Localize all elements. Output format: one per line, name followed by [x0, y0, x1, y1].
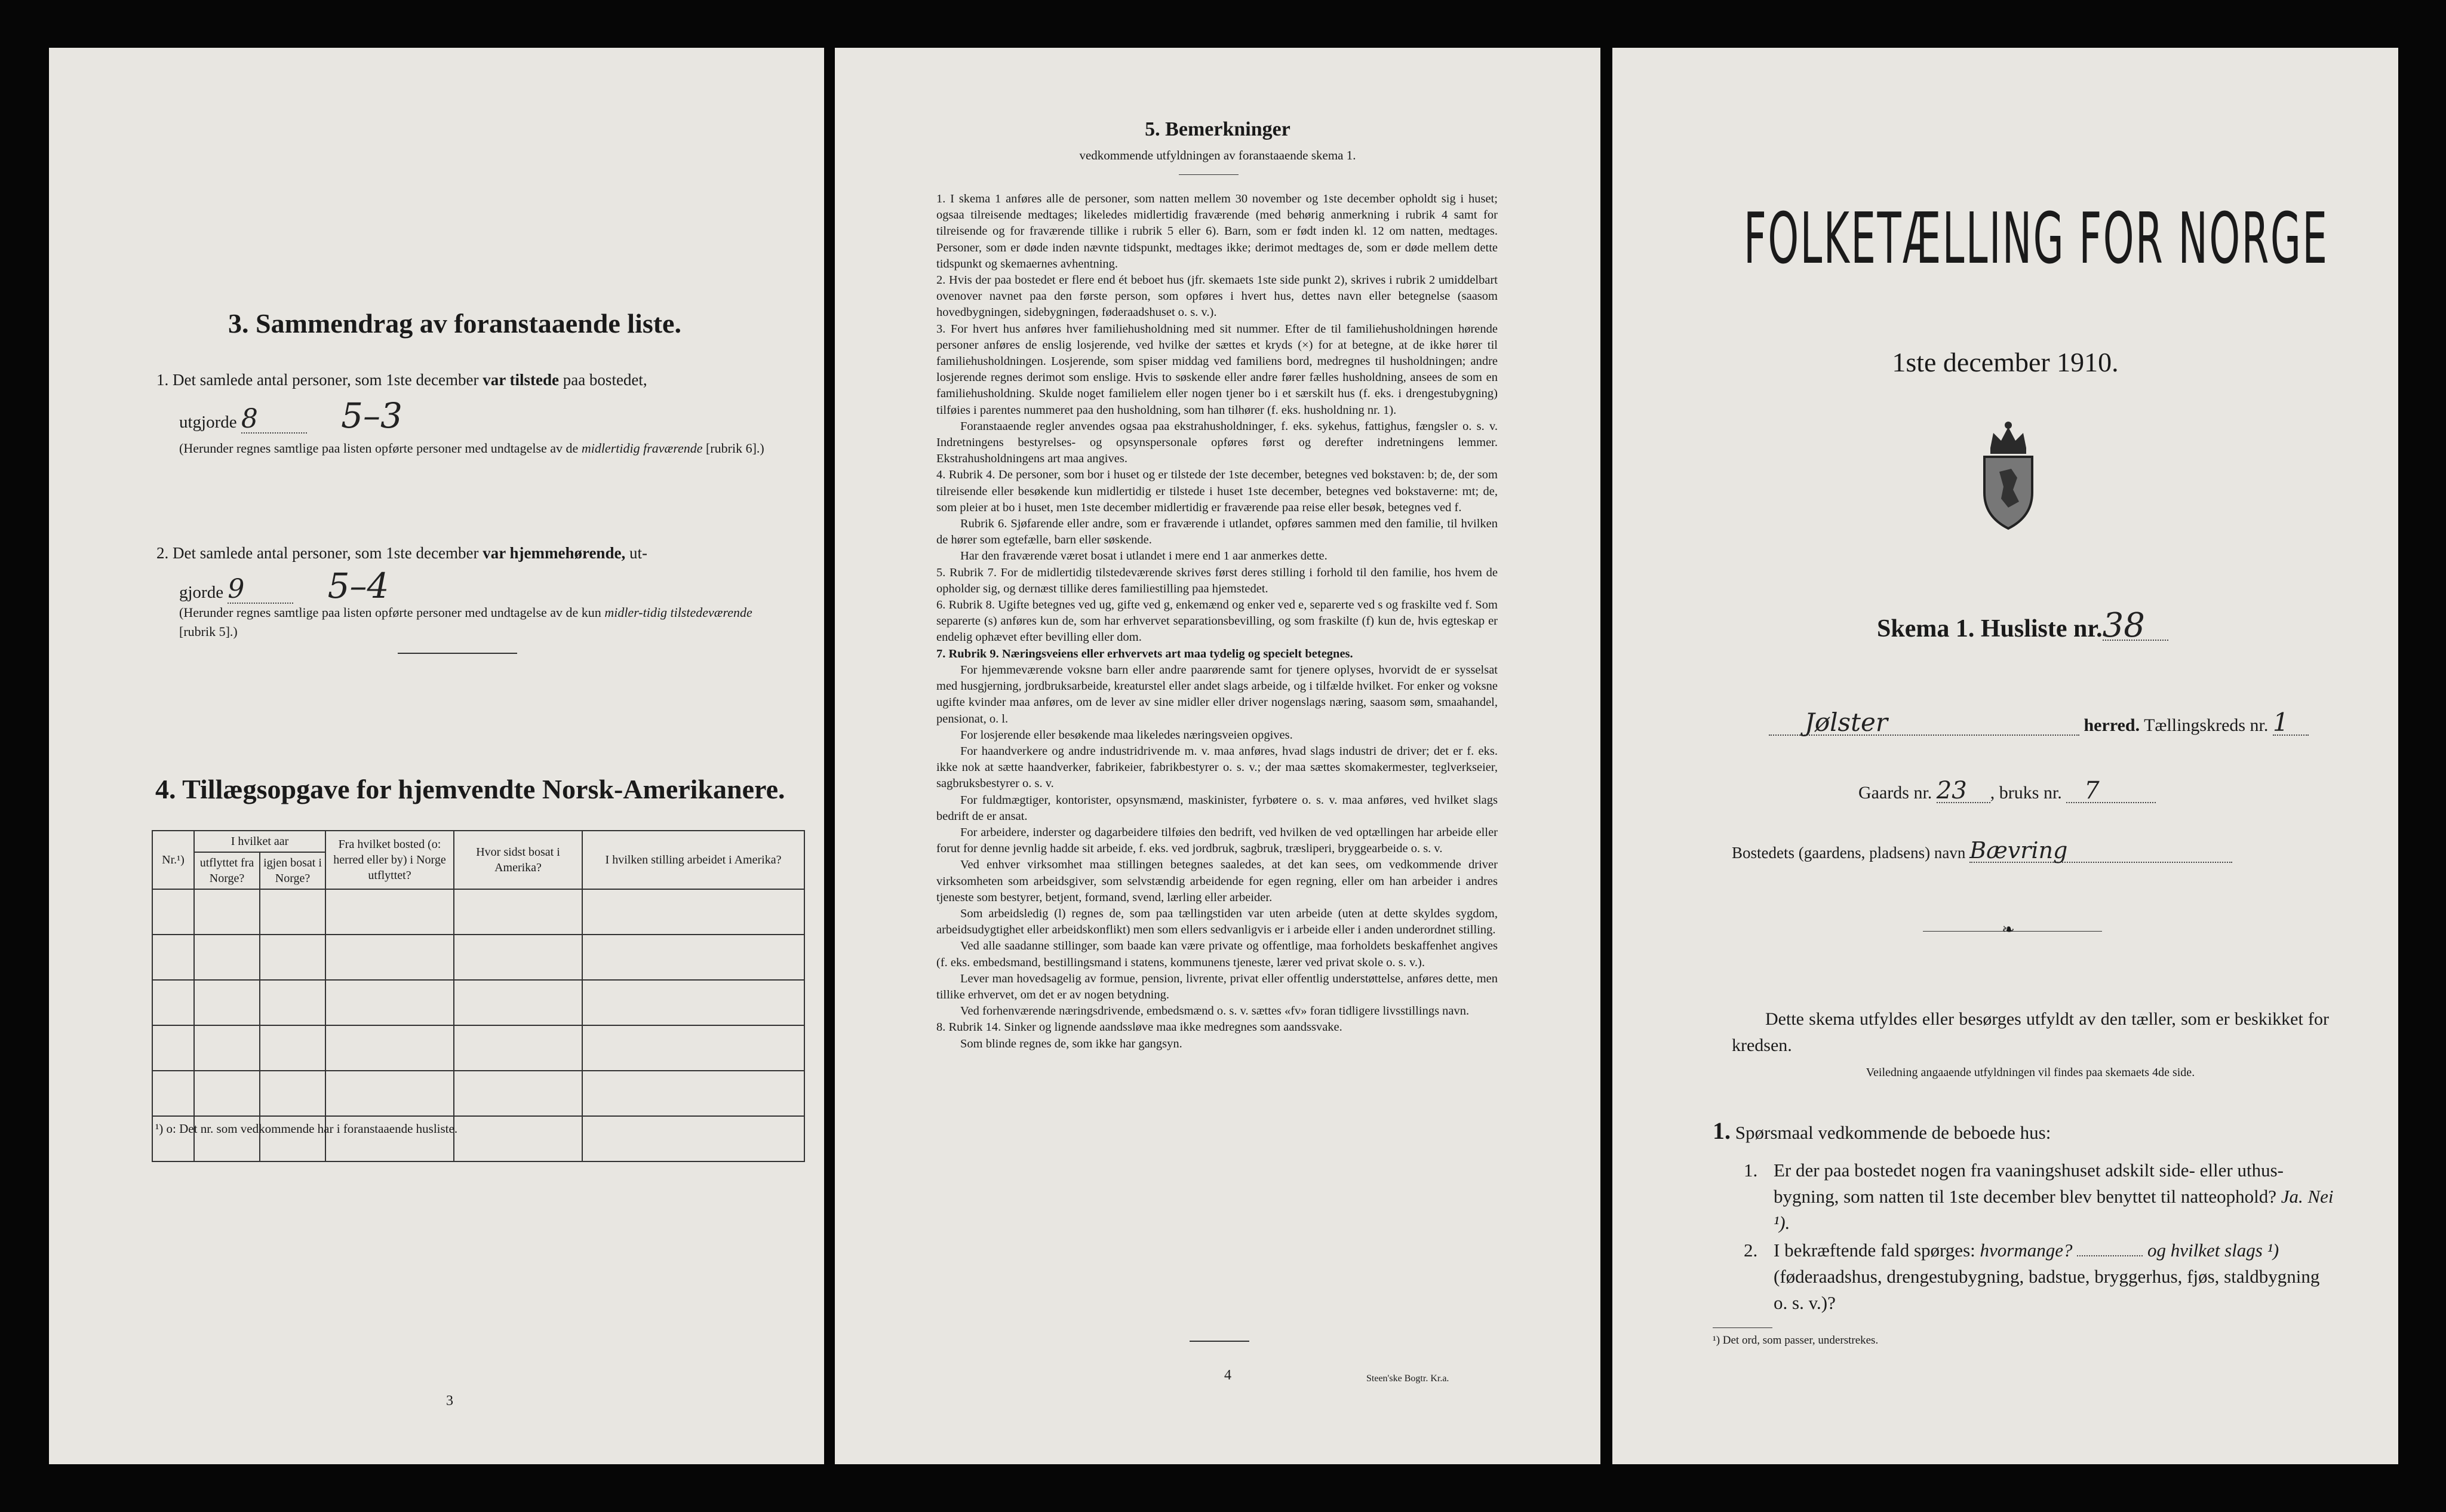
ornament-icon: ❧	[2002, 921, 2015, 938]
remark-7e: For fuldmægtiger, kontorister, opsynsmænd, maskinister, fyrbøtere o. s. v. maa anføres, ved hvilket slags bedrift de er ansat.	[936, 793, 1498, 823]
left-page	[49, 48, 824, 1464]
col-hvor-bosat: Hvor sidst bosat i Amerika?	[454, 831, 582, 889]
item1-note	[179, 439, 776, 458]
question-1: 1. Er der paa bostedet nogen fra vaaningshuset adskilt side- eller uthus-bygning, som natten til 1ste december blev benyttet til natteophold? Ja. Nei ¹).	[1744, 1160, 2334, 1233]
remark-7f: For arbeidere, inderster og dagarbeidere tilføies den bedrift, ved hvilken de ved optællingen har arbeide eller forut for denne jevnlig hadde sit arbeide, f. eks. ved jordbruk, sagbruk, træsliperi, bryggearbeide o. s. v.	[936, 825, 1498, 856]
item1-text: 1. Det samlede antal personer, som 1ste december	[156, 371, 479, 389]
item1-utgjorde-line	[179, 395, 537, 436]
section3-item2	[156, 540, 754, 566]
table-row	[152, 1071, 804, 1116]
item2-handwritten-extra: 5–4	[327, 566, 389, 606]
kreds-value: 1	[2273, 711, 2309, 736]
table-row	[152, 889, 804, 935]
item1-note-c: [rubrik 6].)	[705, 441, 764, 456]
item2-text-end: ut-	[629, 544, 647, 562]
item2-utgjorde-line	[179, 566, 537, 606]
col-group-aar: I hvilket aar	[194, 831, 325, 852]
footnote-divider	[1713, 1327, 1772, 1328]
bosted-line	[1732, 839, 2232, 863]
instruction-small: Veiledning angaaende utfyldningen vil findes paa skemaets 4de side.	[1866, 1066, 2195, 1079]
document-title: FOLKETÆLLING FOR NORGE	[1744, 197, 2329, 279]
questions-header	[1713, 1117, 2051, 1145]
remarks-subtitle: vedkommende utfyldningen av foranstaaende skema 1.	[1079, 148, 1356, 162]
remark-3b: Foranstaaende regler anvendes ogsaa paa ekstrahusholdninger, f. eks. sykehus, fattighus, fængsler o. s. v. Indretningens bestyrelses- og opsynspersonale opføres først og derefter indretningens lemmer. Ekstrahusholdningens art maa angives.	[936, 419, 1498, 466]
remark-7d: For haandverkere og andre industridrivende m. v. maa anføres, hvad slags industri de driver; det er f. eks. ikke nok at sætte haandverker, fabrikeier, fabrikbestyrer o. s. v.; der maa sættes skomakermester, teglverkseier, sagbruksbestyrer o. s. v.	[936, 744, 1498, 791]
item1-bold: var tilstede	[483, 371, 559, 389]
middle-page	[835, 48, 1600, 1464]
remark-7j: Lever man hovedsagelig av formue, pension, livrente, privat eller offentlig understøttelse, anføres dette, men tillike erhvervet, om det er av nogen betydning.	[936, 972, 1498, 1001]
herred-value: Jølster	[1769, 711, 2079, 736]
remark-7b: For hjemmeværende voksne barn eller andre paarørende samt for tjenere oplyses, hvorvidt de er sysselsat med husgjerning, jordbruksarbeide, kreaturstel eller andet slags arbeide, og i tilfælde hvilket. For enker og voksne ugifte kvinder maa anføres, om de lever av sine midler eller driver nogenslags næring, saasom søm, smaahandel, pensionat, o. l.	[936, 663, 1498, 726]
question-1-text: Er der paa bostedet nogen fra vaaningshuset adskilt side- eller uthus-bygning, som natten til 1ste december blev benyttet til natteophold?	[1774, 1160, 2284, 1207]
item1-note-b: midlertidig fraværende	[581, 441, 703, 456]
item1-value: 8	[241, 406, 307, 434]
remark-4: 4. Rubrik 4. De personer, som bor i huset og er tilstede der 1ste december, betegnes ved bokstaven: b; de, der som tilreisende eller besøkende kun midlertidig er tilstede i huset 1ste december, betegnes ved bokstaverne: mt; de, som pleier at bo i huset, men 1ste december midlertidig er fraværende paa reise eller besøk, betegnes ved f.	[936, 468, 1498, 514]
item2-note-c: [rubrik 5].)	[179, 624, 238, 639]
remark-5: 5. Rubrik 7. For de midlertidig tilstedeværende skrives først deres stilling i forhold til den familie, hos hvem de opholder sig, og dernæst tillike deres familiestilling paa hjemstedet.	[936, 566, 1498, 595]
item1-handwritten-extra: 5–3	[341, 395, 402, 436]
right-page	[1612, 48, 2398, 1464]
remarks-title: 5. Bemerkninger	[1145, 118, 1290, 140]
item2-text: 2. Det samlede antal personer, som 1ste december	[156, 544, 479, 562]
item2-utgjorde-label: gjorde	[179, 583, 224, 602]
remark-6: 6. Rubrik 8. Ugifte betegnes ved ug, gifte ved g, enkemænd og enker ved e, separerte ved s og fraskilte ved f. Som separerte (s) anføres kun de, som har erhvervet separationsbevilling, og som fraskilte (f) kun de, hvis egteskap er endelig ophævet efter bevilling eller dom.	[936, 598, 1498, 644]
col-fra-bosted: Fra hvilket bosted (o: herred eller by) i Norge utflyttet?	[325, 831, 454, 889]
remarks-list	[936, 191, 1498, 1052]
norsk-amerikanere-table	[152, 830, 805, 1162]
coat-of-arms-icon	[1966, 412, 2050, 531]
item2-note	[179, 603, 776, 641]
divider	[398, 653, 517, 654]
instruction-text: Dette skema utfyldes eller besørges utfyldt av den tæller, som er beskikket for kredsen.	[1732, 1009, 2329, 1055]
remark-2: 2. Hvis der paa bostedet er flere end ét beboet hus (jfr. skemaets 1ste side punkt 2), skrives i rubrik 2 umiddelbart ovenover navnet paa den første person, som opføres i hvert hus, dettes navn eller betegnelse (saasom hovedbygningen, sidebygningen, føderaadshuset o. s. v.).	[936, 273, 1498, 319]
section4-footnote: ¹) o: Det nr. som vedkommende har i foranstaaende husliste.	[155, 1121, 458, 1136]
item2-bold: var hjemmehørende,	[483, 544, 626, 562]
item1-text-end: paa bostedet,	[563, 371, 647, 389]
remark-8: 8. Rubrik 14. Sinker og lignende aandssløve maa ikke medregnes som aandssvake.	[936, 1021, 1342, 1034]
husliste-nr: 38	[2103, 612, 2168, 641]
bruks-label: , bruks nr.	[1990, 783, 2062, 803]
item1-note-a: (Herunder regnes samtlige paa listen opførte personer med undtagelse av de	[179, 441, 579, 456]
skema-label: Skema 1. Husliste nr.	[1877, 615, 2103, 643]
remark-7g: Ved enhver virksomhet maa stillingen betegnes saaledes, at det kan sees, om vedkommende driver virksomheten som arbeidsgiver, som selvstændig arbeidende for egen regning, eller om han arbeider i andres tjeneste som bestyrer, betjent, formand, svend, lærling eller arbeider.	[936, 858, 1498, 904]
gaards-label: Gaards nr.	[1858, 783, 1932, 803]
bosted-value: Bævring	[1969, 839, 2232, 863]
questions-number: 1.	[1713, 1117, 1731, 1144]
remark-8b: Som blinde regnes de, som ikke har gangsyn.	[960, 1037, 1182, 1050]
remark-7k: Ved forhenværende næringsdrivende, embedsmænd o. s. v. sættes «fv» foran tidligere livsstillings navn.	[960, 1004, 1470, 1018]
bruks-value: 7	[2066, 779, 2156, 803]
remark-7: 7. Rubrik 9. Næringsveiens eller erhvervets art maa tydelig og specielt betegnes.	[936, 647, 1353, 660]
question-2-hvormange: hvormange?	[1980, 1240, 2073, 1261]
section3-item1	[156, 367, 754, 392]
remark-7h: Som arbeidsledig (l) regnes de, som paa tællingstiden var uten arbeide (uten at dette skyldes sygdom, arbeidsudygtighet eller arbeidskonflikt) men som ellers sedvanligvis er i arbeide eller i anden underordnet stilling.	[936, 906, 1498, 937]
remark-7i: Ved alle saadanne stillinger, som baade kan være private og offentlige, maa forholdets beskaffenhet angives (f. eks. embedsmand, bestillingsmand i statens, kommunens tjeneste, lærer ved privat skole o. s. v.).	[936, 939, 1498, 969]
col-utflyttet: utflyttet fra Norge?	[194, 852, 260, 889]
herred-line	[1769, 708, 2309, 737]
question-2-hvilket: og hvilket slags ¹)	[2147, 1240, 2279, 1261]
item1-utgjorde-label: utgjorde	[179, 413, 237, 432]
herred-label: herred.	[2084, 715, 2140, 735]
kreds-label: Tællingskreds nr.	[2144, 715, 2269, 735]
printer-imprint: Steen'ske Bogtr. Kr.a.	[1366, 1373, 1449, 1384]
table-row	[152, 935, 804, 980]
question-1-answer: Ja. Nei ¹).	[1774, 1186, 2334, 1233]
section3-title: 3. Sammendrag av foranstaaende liste.	[228, 308, 681, 339]
census-date: 1ste december 1910.	[1892, 347, 2119, 377]
gaards-value: 23	[1937, 779, 1990, 803]
bosted-label: Bostedets (gaardens, pladsens) navn	[1732, 844, 1966, 862]
item2-note-b: midler-tidig tilstedeværende	[604, 605, 752, 620]
remark-7c: For losjerende eller besøkende maa likeledes næringsveien opgives.	[960, 728, 1293, 742]
remark-1: 1. I skema 1 anføres alle de personer, som natten mellem 30 november og 1ste december opholdt sig i huset; ogsaa tilreisende medtages; likeledes midlertidig fraværende (med behørig anmerkning i rubrik 4 samt for tilreisende og for fraværende tillike i rubrik 5 eller 6). Barn, som er født inden kl. 12 om natten, medtages. Personer, som er døde inden nævnte tidspunkt, medtages ikke; derimot medtages de, som er døde mellem dette tidspunkt og skemaernes avhentning.	[936, 192, 1498, 271]
section4-title: 4. Tillægsopgave for hjemvendte Norsk-Amerikanere.	[155, 774, 785, 804]
subtitle-divider	[1179, 174, 1239, 175]
right-footnote: ¹) Det ord, som passer, understrekes.	[1713, 1334, 1879, 1347]
page-number-3: 3	[446, 1393, 453, 1409]
item2-value: 9	[228, 576, 293, 604]
col-nr: Nr.¹)	[152, 831, 194, 889]
skema-husliste	[1877, 606, 2168, 645]
question-2: 2. I bekræftende fald spørges: hvormange? og hvilket slags ¹) (føderaadshus, drengestubygning, badstue, bryggerhus, fjøs, staldbygning o. s. v.)?	[1744, 1240, 2320, 1313]
item2-note-a: (Herunder regnes samtlige paa listen opførte personer med undtagelse av de kun	[179, 605, 601, 620]
remark-4c: Har den fraværende været bosat i utlandet i mere end 1 aar anmerkes dette.	[960, 549, 1328, 563]
col-stilling: I hvilken stilling arbeidet i Amerika?	[582, 831, 804, 889]
table-row	[152, 1025, 804, 1071]
questions-title: Spørsmaal vedkommende de beboede hus:	[1735, 1122, 2051, 1143]
remark-4b: Rubrik 6. Sjøfarende eller andre, som er fraværende i utlandet, opføres sammen med den familie, til hvilken de hører som egtefælle, barn eller søskende.	[936, 517, 1498, 547]
question-2-examples: (føderaadshus, drengestubygning, badstue, bryggerhus, fjøs, staldbygning o. s. v.)?	[1774, 1266, 2320, 1313]
col-igjen-bosat: igjen bosat i Norge?	[260, 852, 325, 889]
table-row	[152, 980, 804, 1025]
remark-3: 3. For hvert hus anføres hver familiehusholdning med sit nummer. Efter de til familiehusholdningen hørende personer anføres de enslig losjerende, ved hvilke der sættes et kryds (×) for at betegne, at de ikke hører til familiehusholdningen. Losjerende, som spiser middag ved familiens bord, medregnes til husholdningen; andre losjerende regnes derimot som enslige. Hvis to søskende eller andre fører fælles husholdning, ansees de som en familiehusholdning. Skulde noget familielem eller nogen tjener bo i et særskilt hus (f. eks. i drengestubygning) tilføies i parentes nummeret paa den husholdning, som han tilhører (f. eks. husholdning nr. 1).	[936, 322, 1498, 417]
page-number-4: 4	[1224, 1367, 1231, 1383]
gaards-line	[1858, 779, 2156, 803]
end-divider	[1190, 1341, 1249, 1342]
question-2-text: I bekræftende fald spørges:	[1774, 1240, 1975, 1261]
